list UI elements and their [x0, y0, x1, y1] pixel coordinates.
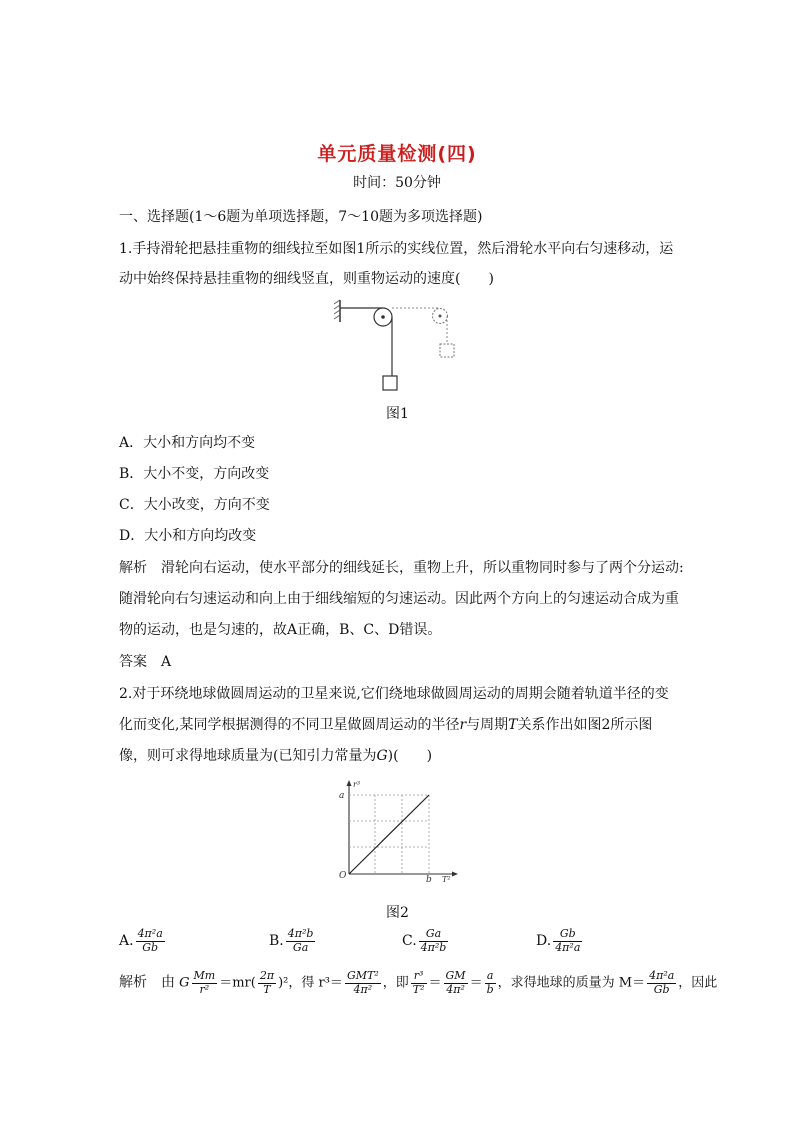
y-axis-label: r³ [353, 780, 361, 789]
page-title: 单元质量检测(四) [317, 143, 477, 165]
q2-stem-line3: 像，则可求得地球质量为(已知引力常量为G)( ) [119, 748, 433, 764]
figure-2-graph [334, 778, 460, 882]
y-tick-a: a [339, 791, 345, 801]
r3-vs-t2-line [349, 795, 429, 874]
q1-answer: 答案 A [119, 654, 172, 670]
q2-option-d: D. $\frac{Gb}{\text{4π²a}}$ [536, 927, 581, 954]
q1-option-d: D．大小和方向均改变 [119, 528, 257, 544]
q1-analysis-line3: 物的运动，也是匀速的，故A正确，B、C、D错误。 [119, 622, 442, 638]
x-axis-label: T² [442, 875, 451, 882]
time-limit: 时间：50分钟 [353, 175, 441, 191]
weight-dashed [440, 344, 454, 357]
q2-analysis-line1: 解析 由 G $\frac{Mm}{\text{r²}}$ ＝mr( $\frac{2\pi}{T}$ )²，得 r³＝ $\frac{\text{GMT²}}{\text{4π²}}$ ，即 $\frac{\text{r³}}{\text{T²}}$ ＝ $\frac{GM}{\text{4π²}}$ ＝ $\frac{a}{b}$ ，求得地球的质量为 M＝ $\frac{\text{4π²a}}{Gb}$ ，因此 [119, 969, 718, 996]
q2-stem-line1: 2.对于环绕地球做圆周运动的卫星来说,它们绕地球做圆周运动的周期会随着轨道半径的变 [119, 686, 669, 702]
figure-1-pulley-diagram [334, 296, 464, 396]
q1-stem-line1: 1.手持滑轮把悬挂重物的细线拉至如图1所示的实线位置，然后滑轮水平向右匀速移动，运 [119, 241, 674, 257]
q1-analysis-line2: 随滑轮向右匀速运动和向上由于细线缩短的匀速运动。因此两个方向上的匀速运动合成为重 [119, 591, 679, 607]
q1-analysis-line1: 解析 滑轮向右运动，使水平部分的细线延长，重物上升，所以重物同时参与了两个分运动: [119, 560, 684, 576]
q2-option-b: B. $\frac{\text{4π²b}}{Ga}$ [269, 927, 314, 954]
weight-solid [383, 376, 397, 390]
section-heading: 一、选择题(1～6题为单项选择题，7～10题为多项选择题) [119, 209, 483, 225]
q1-option-c: C．大小改变，方向不变 [119, 497, 270, 513]
wall-hatching [334, 300, 340, 319]
q2-option-a: A. $\frac{\text{4π²a}}{Gb}$ [119, 927, 163, 954]
origin-label: O [339, 871, 347, 881]
figure-1-caption: 图1 [386, 406, 409, 422]
q1-stem-line2: 动中始终保持悬挂重物的细线竖直，则重物运动的速度( ) [119, 271, 494, 287]
q1-option-a: A．大小和方向均不变 [119, 435, 256, 451]
q1-option-b: B．大小不变，方向改变 [119, 466, 270, 482]
figure-2-caption: 图2 [386, 905, 409, 921]
q2-option-c: C. $\frac{Ga}{\text{4π²b}}$ [402, 927, 447, 954]
x-tick-b: b [426, 875, 432, 882]
q2-stem-line2: 化而变化,某同学根据测得的不同卫星做圆周运动的半径r与周期T关系作出如图2所示图 [119, 717, 653, 733]
